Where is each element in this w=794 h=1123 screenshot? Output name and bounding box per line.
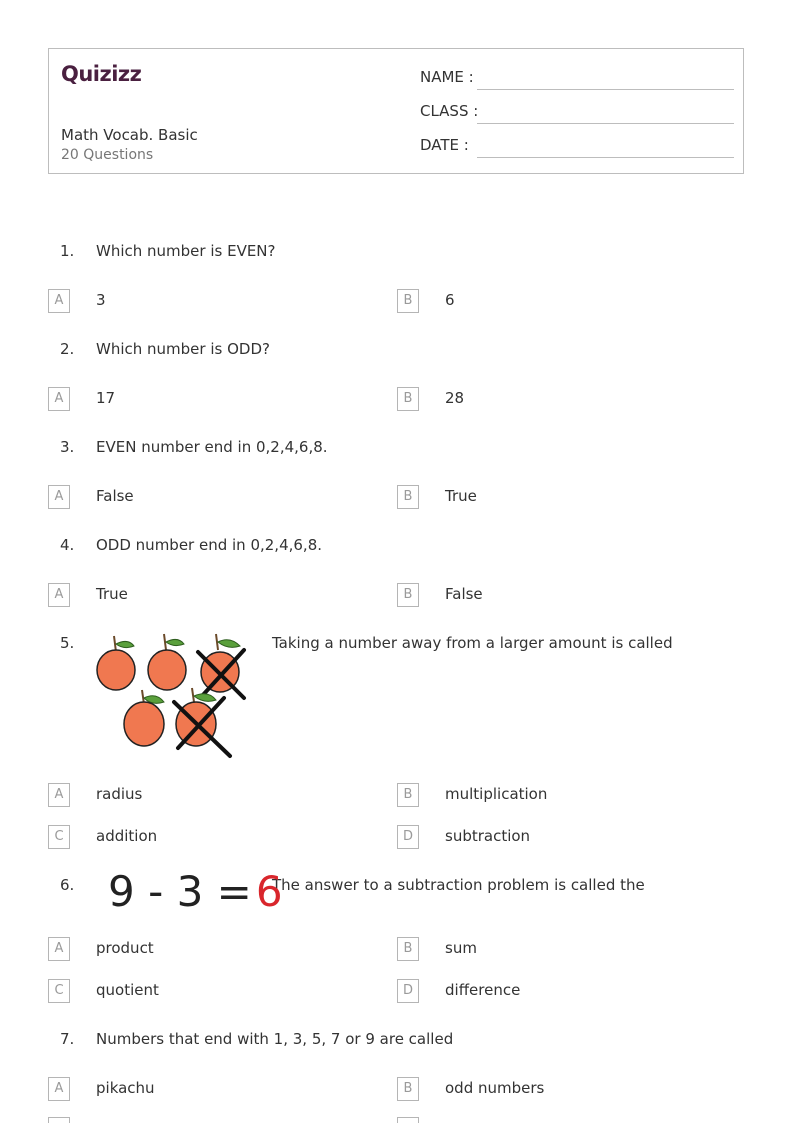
option-text: False	[445, 585, 483, 603]
option-letter-box: B	[397, 485, 419, 509]
class-line[interactable]	[477, 123, 734, 124]
class-field[interactable]	[420, 102, 734, 124]
option-text: quotient	[96, 981, 159, 999]
option-text: pikachu	[96, 1079, 155, 1097]
equation-left: 9 - 3 =	[108, 867, 252, 916]
option-text: 28	[445, 389, 465, 407]
question-text: Which number is ODD?	[96, 340, 270, 358]
date-field[interactable]	[420, 136, 734, 158]
svg-text:Quizizz: Quizizz	[61, 62, 142, 86]
option-text: True	[445, 487, 477, 505]
question-text: Numbers that end with 1, 3, 5, 7 or 9 are called	[96, 1030, 454, 1048]
apple-icon	[124, 690, 164, 746]
option-text: radius	[96, 785, 143, 803]
class-label: CLASS :	[420, 102, 479, 120]
name-label: NAME :	[420, 68, 474, 86]
name-field[interactable]	[420, 68, 734, 90]
equation-result: 6	[255, 867, 283, 916]
option-text: odd numbers	[445, 1079, 545, 1097]
option-text: 3	[96, 291, 106, 309]
option-letter-box: B	[397, 583, 419, 607]
option-letter-box: A	[48, 387, 70, 411]
option-4a[interactable]	[48, 583, 388, 607]
option-4b[interactable]	[397, 583, 737, 607]
option-letter-box: A	[48, 783, 70, 807]
option-letter-box: B	[397, 1077, 419, 1101]
question-text: The answer to a subtraction problem is called the	[272, 876, 645, 894]
date-label: DATE :	[420, 136, 469, 154]
option-6b[interactable]	[397, 937, 737, 961]
option-text: multiplication	[445, 785, 548, 803]
option-1a[interactable]	[48, 289, 388, 313]
option-letter-box: A	[48, 583, 70, 607]
option-3b[interactable]	[397, 485, 737, 509]
equation-image	[108, 866, 283, 918]
worksheet-header	[48, 48, 744, 174]
option-letter-box: A	[48, 289, 70, 313]
crossed-apple-icon	[174, 688, 230, 756]
option-2b[interactable]	[397, 387, 737, 411]
apple-icon	[148, 634, 186, 690]
option-letter-box: B	[397, 289, 419, 313]
option-letter-box: B	[397, 937, 419, 961]
option-text: 6	[445, 291, 455, 309]
option-6c[interactable]	[48, 979, 388, 1003]
apples-image	[94, 630, 258, 760]
question-text: Taking a number away from a larger amount is called	[272, 634, 673, 652]
option-letter-box: B	[397, 783, 419, 807]
option-2a[interactable]	[48, 387, 388, 411]
option-6a[interactable]	[48, 937, 388, 961]
option-letter-box: A	[48, 937, 70, 961]
option-5c[interactable]	[48, 825, 388, 849]
option-letter-box: C	[48, 979, 70, 1003]
question-number: 2.	[60, 340, 75, 358]
worksheet-title: Math Vocab. Basic	[61, 126, 198, 144]
question-number: 7.	[60, 1030, 75, 1048]
option-5a[interactable]	[48, 783, 388, 807]
question-number: 3.	[60, 438, 75, 456]
option-box-partial	[397, 1117, 419, 1123]
option-7b[interactable]	[397, 1077, 737, 1101]
question-text: Which number is EVEN?	[96, 242, 276, 260]
question-number: 6.	[60, 876, 75, 894]
option-text: difference	[445, 981, 521, 999]
name-line[interactable]	[477, 89, 734, 90]
option-letter-box: A	[48, 1077, 70, 1101]
option-1b[interactable]	[397, 289, 737, 313]
option-5b[interactable]	[397, 783, 737, 807]
question-count: 20 Questions	[61, 147, 154, 163]
option-letter-box: D	[397, 825, 419, 849]
option-7a[interactable]	[48, 1077, 388, 1101]
option-text: 17	[96, 389, 116, 407]
option-3a[interactable]	[48, 485, 388, 509]
question-number: 1.	[60, 242, 75, 260]
option-letter-box: A	[48, 485, 70, 509]
option-text: False	[96, 487, 134, 505]
date-line[interactable]	[477, 157, 734, 158]
option-text: True	[96, 585, 128, 603]
option-5d[interactable]	[397, 825, 737, 849]
option-6d[interactable]	[397, 979, 737, 1003]
option-text: product	[96, 939, 154, 957]
option-text: subtraction	[445, 827, 531, 845]
question-number: 4.	[60, 536, 75, 554]
option-text: sum	[445, 939, 477, 957]
question-text: ODD number end in 0,2,4,6,8.	[96, 536, 323, 554]
question-number: 5.	[60, 634, 75, 652]
question-text: EVEN number end in 0,2,4,6,8.	[96, 438, 328, 456]
option-box-partial	[48, 1117, 70, 1123]
quizizz-logo	[61, 59, 151, 87]
option-letter-box: D	[397, 979, 419, 1003]
apple-icon	[97, 636, 135, 690]
option-letter-box: C	[48, 825, 70, 849]
crossed-apple-icon	[198, 634, 244, 698]
option-text: addition	[96, 827, 158, 845]
option-letter-box: B	[397, 387, 419, 411]
